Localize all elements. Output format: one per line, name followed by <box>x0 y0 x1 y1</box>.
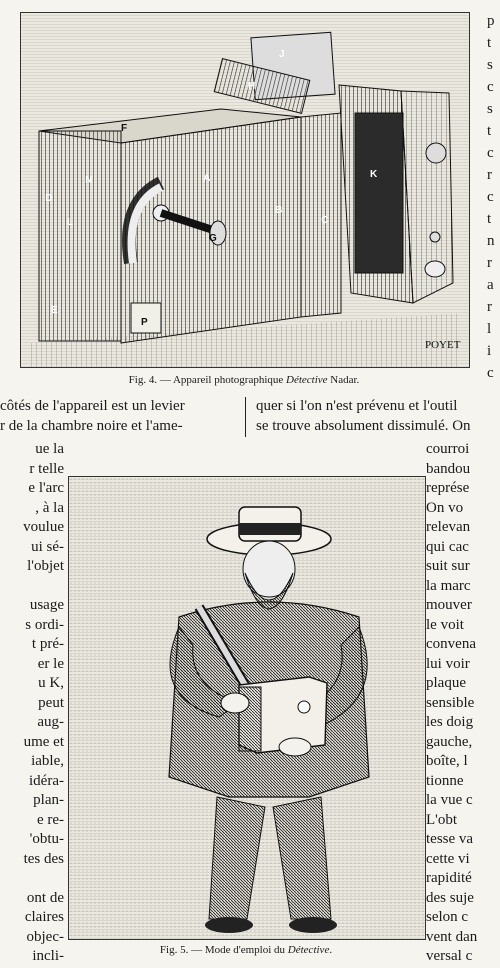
text-fragment: le voit <box>426 616 464 633</box>
text-fragment: s ordi- <box>25 616 64 633</box>
text-line: se trouve absolument dissimulé. On <box>256 418 471 434</box>
label-C: C <box>321 215 329 226</box>
text-fragment: la vue c <box>426 792 473 808</box>
text-fragment: des suje <box>426 889 474 906</box>
text-fragment: s <box>487 101 493 117</box>
text-fragment: représe <box>426 480 470 496</box>
text-fragment: vent dan <box>426 928 478 945</box>
text-line: côtés de l'appareil est un levier <box>0 398 185 414</box>
text-fragment: courroi <box>426 441 470 457</box>
text-fragment: qui cac <box>426 538 469 555</box>
figure-5-engraving <box>68 476 426 940</box>
text-fragment: objec- <box>26 928 64 945</box>
text-fragment: i <box>487 343 492 359</box>
text-fragment: tes des <box>23 850 64 867</box>
text-fragment: t <box>487 211 492 227</box>
figure-4-caption: Fig. 4. — Appareil photographique Détective Nadar. <box>128 374 360 386</box>
text-fragment: versal c <box>426 948 473 964</box>
text-fragment: convena <box>426 636 476 652</box>
text-fragment: n <box>487 233 495 249</box>
text-fragment: a <box>487 277 494 293</box>
text-fragment: u K, <box>38 675 64 691</box>
right-column-fragments <box>426 440 500 968</box>
text-fragment: c <box>487 189 494 205</box>
text-fragment: bandou <box>426 460 471 477</box>
label-H: H <box>248 81 256 92</box>
text-fragment: voulue <box>23 519 64 535</box>
label-D: D <box>45 193 53 204</box>
label-F: F <box>121 123 128 134</box>
text-fragment: , à la <box>35 499 64 516</box>
text-fragment: selon c <box>426 909 469 925</box>
label-N: N <box>85 175 93 186</box>
text-fragment: t <box>487 35 492 51</box>
text-fragment: idéra- <box>29 772 64 789</box>
text-fragment: r telle <box>29 460 64 477</box>
text-fragment: lui voir <box>426 655 470 672</box>
text-fragment: c <box>487 365 494 381</box>
text-fragment: ui sé- <box>31 538 64 555</box>
text-fragment <box>0 869 64 889</box>
label-B: B <box>275 205 283 216</box>
text-fragment: plan- <box>33 792 64 808</box>
text-fragment: l'objet <box>27 558 64 574</box>
label-J: J <box>279 49 285 60</box>
text-fragment: c <box>487 145 494 161</box>
text-fragment: On vo <box>426 499 464 516</box>
text-fragment: c <box>487 79 494 95</box>
text-fragment: tionne <box>426 772 464 789</box>
engraver-signature: POYET <box>425 339 461 351</box>
top-right-fragments <box>487 10 500 410</box>
text-fragment: peut <box>38 694 64 711</box>
text-fragment: s <box>487 57 493 73</box>
text-fragment: gauche, <box>426 733 473 750</box>
text-line: r de la chambre noire et l'ame- <box>0 418 183 434</box>
man-with-detective-camera-illustration <box>69 477 425 939</box>
text-fragment: L'obt <box>426 811 458 828</box>
text-fragment: 'obtu- <box>29 831 64 847</box>
text-fragment: t pré- <box>31 636 64 652</box>
text-line: quer si l'on n'est prévenu et l'outil <box>256 398 458 414</box>
label-A: A <box>203 173 211 184</box>
text-fragment: usage <box>29 597 64 613</box>
text-fragment: les doig <box>426 714 474 730</box>
text-fragment: cette vi <box>426 850 470 867</box>
text-fragment: l <box>487 321 492 337</box>
text-fragment: ont de <box>26 889 64 906</box>
figure-5-caption: Fig. 5. — Mode d'emploi du Détective. <box>159 944 333 956</box>
text-fragment: incli- <box>32 948 64 964</box>
text-fragment: iable, <box>31 753 64 769</box>
text-fragment: er le <box>37 655 64 672</box>
text-fragment: sensible <box>426 694 475 711</box>
text-fragment: ume et <box>23 733 64 750</box>
column-rule <box>245 397 246 437</box>
left-column-fragments <box>0 440 64 968</box>
text-fragment: plaque <box>426 675 466 691</box>
text-fragment: t <box>487 123 492 139</box>
text-fragment: r <box>487 255 492 271</box>
text-fragment: aug- <box>37 714 64 730</box>
text-fragment: tesse va <box>426 831 474 847</box>
text-fragment: rapidité <box>426 870 472 886</box>
text-fragment: ue la <box>35 441 64 457</box>
text-fragment <box>0 577 64 597</box>
text-fragment: boîte, l <box>426 753 468 769</box>
figure-4-engraving <box>20 12 470 368</box>
text-fragment: e l'arc <box>28 480 64 496</box>
text-fragment: r <box>487 299 492 315</box>
text-fragment: claires <box>24 909 64 925</box>
text-fragment: r <box>487 167 492 183</box>
text-fragment: la marc <box>426 577 471 594</box>
label-G: G <box>209 233 217 244</box>
label-L: L <box>67 217 74 228</box>
text-fragment: mouver <box>426 597 472 613</box>
detective-camera-illustration <box>21 13 469 367</box>
label-E: E <box>51 305 58 316</box>
text-fragment: p <box>487 13 495 29</box>
text-fragment: e re- <box>36 811 64 828</box>
label-K: K <box>370 169 378 180</box>
text-fragment: relevan <box>426 519 471 535</box>
label-P: P <box>141 317 148 328</box>
text-fragment: suit sur <box>426 558 470 574</box>
